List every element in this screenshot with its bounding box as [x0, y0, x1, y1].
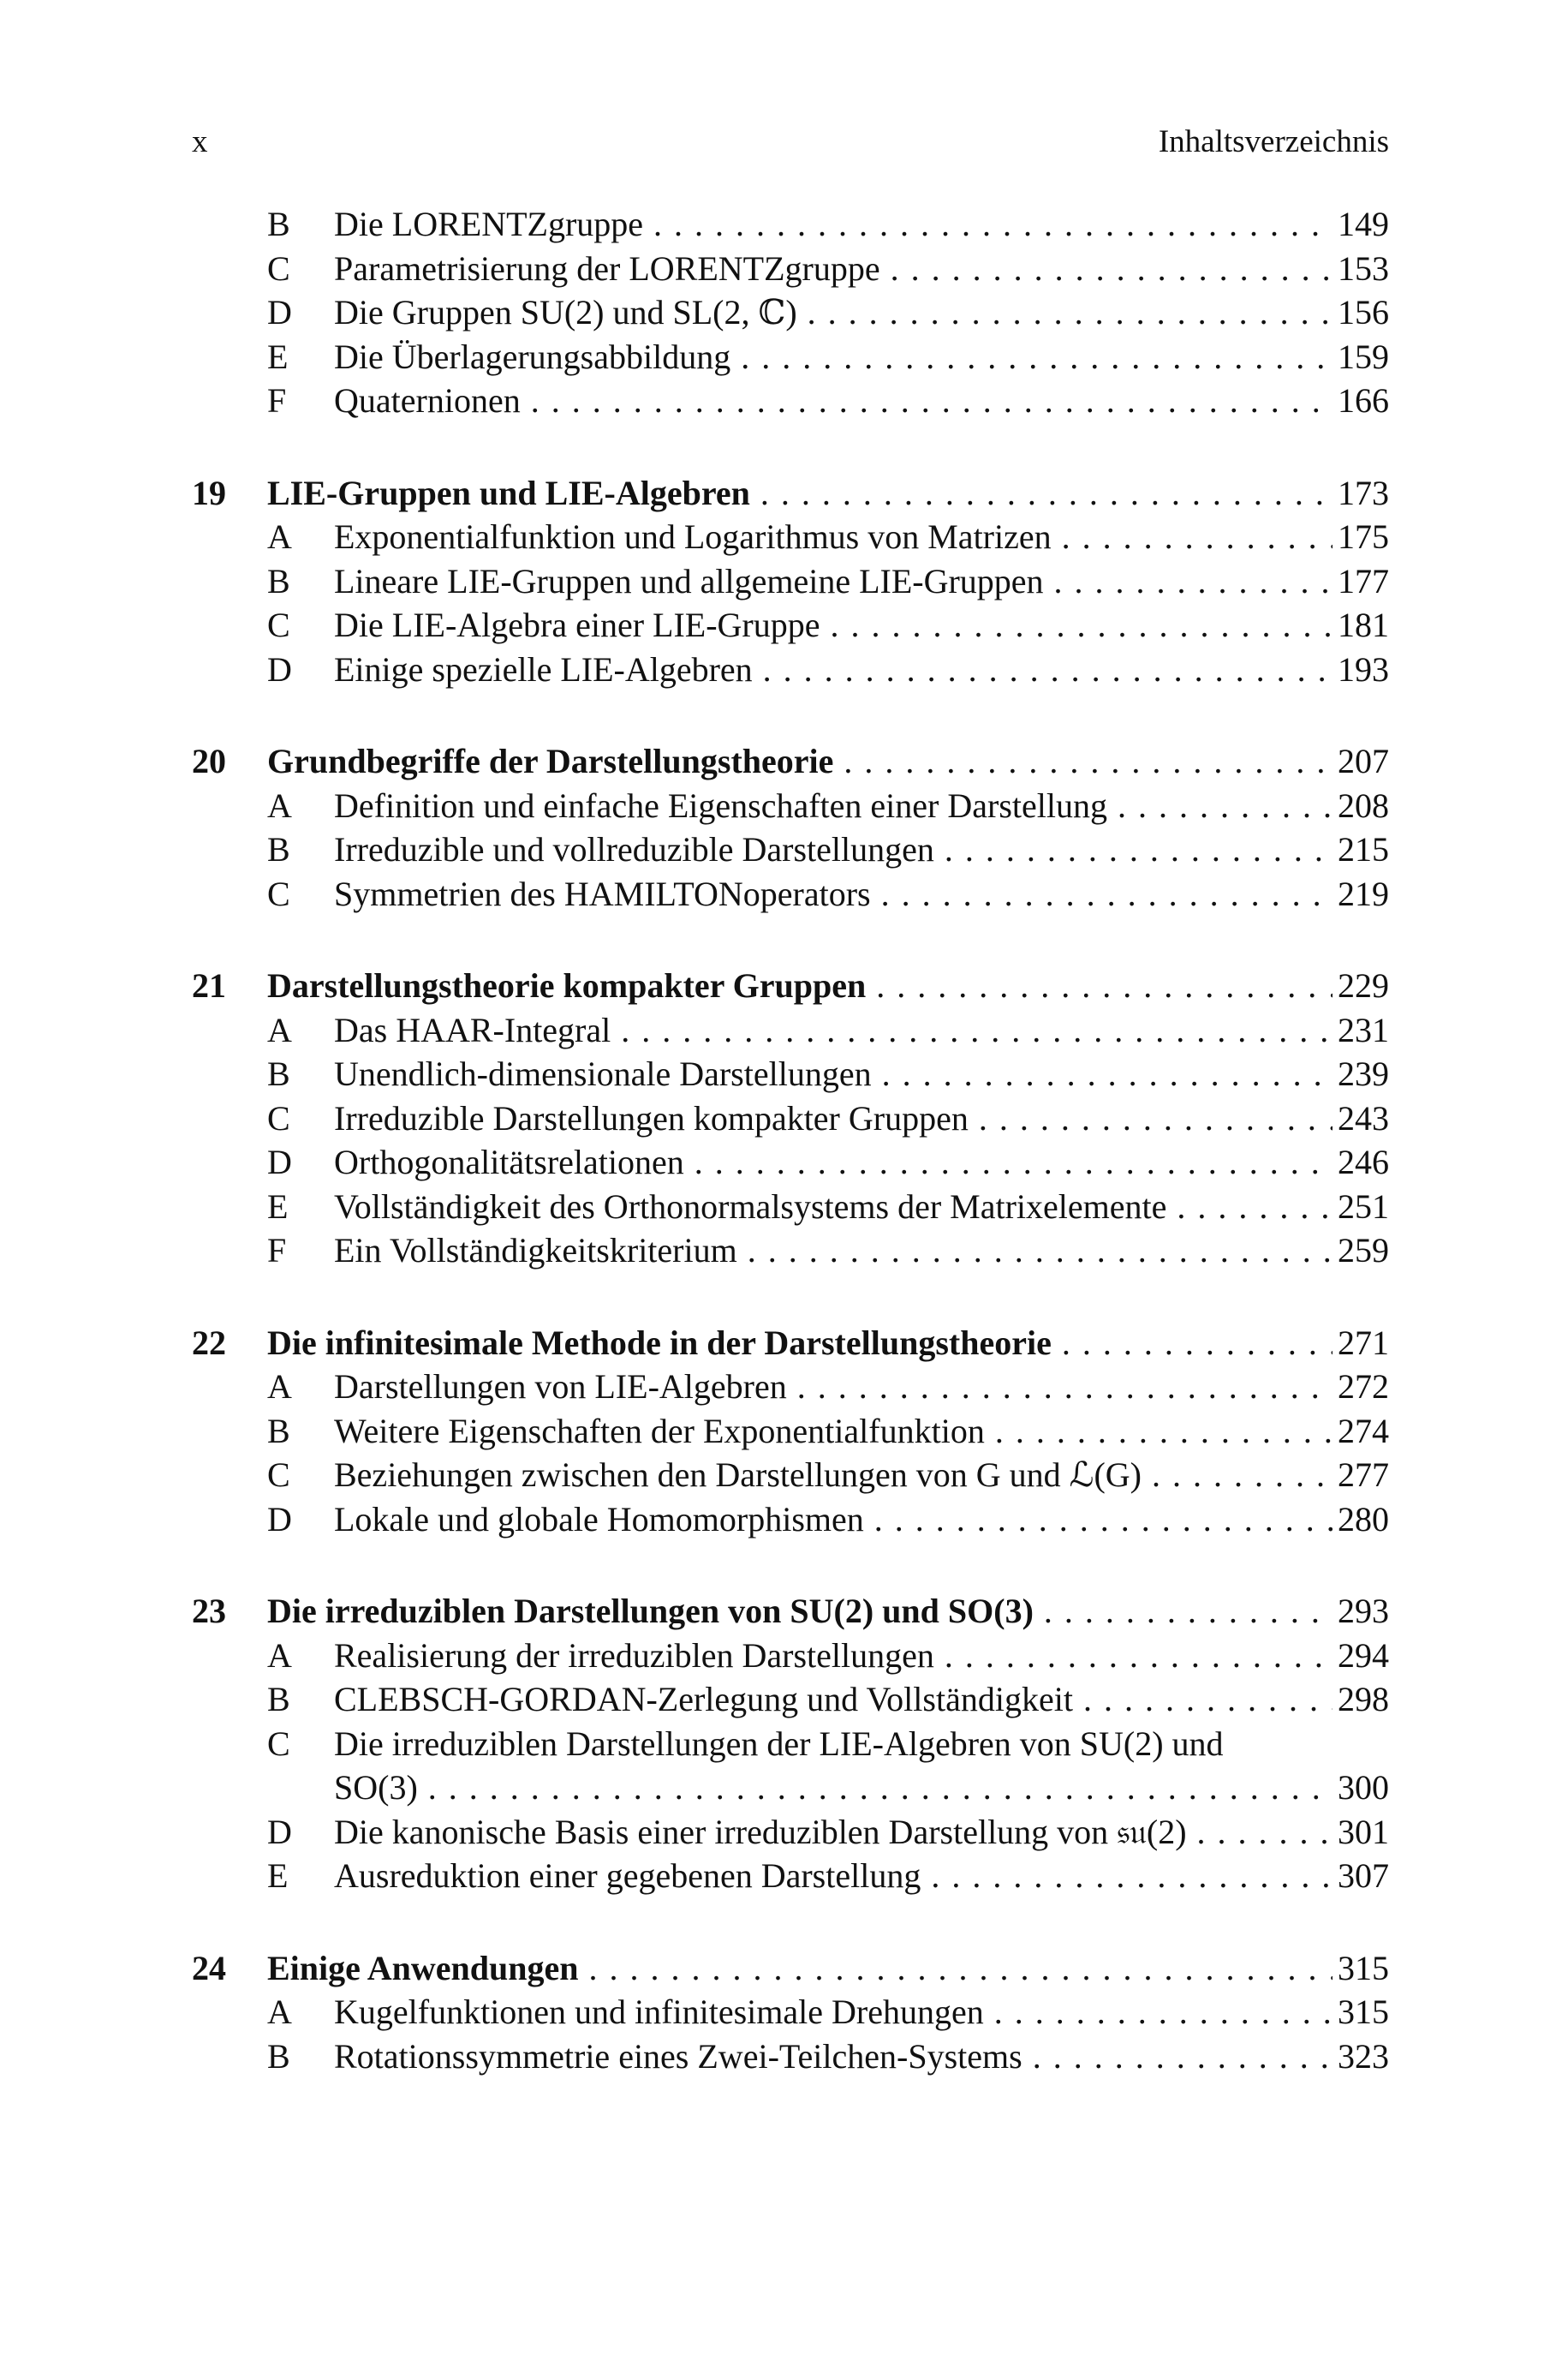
chapter-title: Darstellungstheorie kompakter Gruppen	[267, 966, 867, 1005]
section-title: Parametrisierung der LORENTZgruppe	[334, 248, 880, 288]
section-letter: C	[267, 248, 290, 288]
section-letter: A	[267, 1635, 292, 1675]
chapter-number: 23	[192, 1592, 226, 1630]
section-title: Definition und einfache Eigenschaften einer Darstellung	[334, 786, 1107, 825]
section-title-continued: SO(3)	[334, 1768, 418, 1807]
section-title: Ausreduktion einer gegebenen Darstellung	[334, 1856, 921, 1895]
chapter-title: Die infinitesimale Methode in der Darstellungstheorie	[267, 1323, 1052, 1362]
section-title: Die LORENTZgruppe	[334, 205, 644, 243]
section-title: Die irreduziblen Darstellungen der LIE-Algebren von SU(2) und	[334, 1724, 1224, 1763]
leader-dots	[1033, 2034, 1333, 2079]
section-letter: D	[267, 293, 292, 332]
section-page: 193	[1338, 649, 1389, 689]
chapter-page: 315	[1338, 1948, 1389, 1987]
leader-dots	[797, 1365, 1333, 1409]
section-letter: D	[267, 649, 292, 689]
leader-dots	[1083, 1677, 1333, 1722]
section-title: Rotationssymmetrie eines Zwei-Teilchen-Systems	[334, 2036, 1022, 2076]
toc-chapter	[192, 202, 1389, 423]
chapter-page: 229	[1338, 966, 1389, 1005]
section-letter: B	[267, 830, 290, 869]
section-letter: D	[267, 1499, 292, 1539]
section-page: 149	[1338, 205, 1389, 243]
section-letter: E	[267, 1856, 289, 1895]
section-entry[interactable]	[192, 290, 1389, 335]
section-page: 294	[1338, 1635, 1389, 1675]
chapter-number: 20	[192, 742, 226, 780]
leader-dots	[1054, 559, 1333, 604]
section-title: Symmetrien des HAMILTONoperators	[334, 874, 871, 913]
leader-dots	[1177, 1185, 1333, 1229]
section-title: Lineare LIE-Gruppen und allgemeine LIE-Gruppen	[334, 561, 1044, 600]
section-entry[interactable]	[192, 1990, 1389, 2034]
section-page: 181	[1338, 606, 1389, 644]
chapter-entry[interactable]	[192, 739, 1389, 784]
leader-dots	[808, 290, 1333, 335]
section-letter: B	[267, 1055, 290, 1093]
section-page: 215	[1338, 830, 1389, 869]
toc-chapter	[192, 739, 1389, 916]
section-letter: A	[267, 1367, 292, 1406]
chapter-title: Grundbegriffe der Darstellungstheorie	[267, 742, 834, 780]
section-entry[interactable]	[192, 784, 1389, 828]
section-letter: F	[267, 1231, 287, 1270]
chapter-page: 207	[1338, 742, 1389, 780]
leader-dots	[931, 1854, 1333, 1898]
running-header	[192, 120, 1389, 164]
section-title: Exponentialfunktion und Logarithmus von Matrizen	[334, 517, 1052, 556]
section-entry[interactable]	[192, 247, 1389, 291]
leader-dots	[994, 1990, 1333, 2034]
toc-chapter	[192, 964, 1389, 1273]
chapter-number: 24	[192, 1948, 226, 1987]
chapter-page: 293	[1338, 1592, 1389, 1630]
page-number: x	[192, 124, 208, 159]
leader-dots	[945, 1634, 1333, 1678]
leader-dots	[874, 1497, 1333, 1542]
chapter-title: Einige Anwendungen	[267, 1948, 579, 1987]
section-entry[interactable]	[192, 1810, 1389, 1855]
section-entry[interactable]	[192, 379, 1389, 423]
section-title: Einige spezielle LIE-Algebren	[334, 649, 753, 689]
chapter-title: Die irreduziblen Darstellungen von SU(2) und SO(3)	[267, 1592, 1034, 1630]
section-letter: C	[267, 606, 290, 644]
toc-chapter	[192, 1321, 1389, 1542]
leader-dots	[876, 964, 1333, 1008]
section-page: 323	[1338, 2036, 1389, 2076]
section-page: 243	[1338, 1098, 1389, 1138]
section-letter: A	[267, 786, 292, 825]
section-title: Die Überlagerungsabbildung	[334, 337, 731, 376]
section-entry[interactable]	[192, 1409, 1389, 1454]
section-title: Lokale und globale Homomorphismen	[334, 1499, 864, 1539]
section-letter: B	[267, 561, 290, 600]
section-page: 231	[1338, 1010, 1389, 1049]
leader-dots	[653, 202, 1333, 247]
leader-dots	[760, 471, 1333, 516]
section-page: 153	[1338, 248, 1389, 288]
leader-dots	[741, 335, 1333, 379]
section-entry[interactable]	[192, 828, 1389, 872]
section-title: Die Gruppen SU(2) und SL(2, ℂ)	[334, 293, 797, 332]
leader-dots	[891, 247, 1333, 291]
section-entry[interactable]	[192, 1052, 1389, 1096]
section-entry[interactable]	[192, 1722, 1389, 1766]
section-letter: C	[267, 1724, 290, 1763]
toc-chapter	[192, 471, 1389, 692]
section-title: Darstellungen von LIE-Algebren	[334, 1367, 787, 1406]
leader-dots	[1197, 1810, 1333, 1855]
section-letter: D	[267, 1143, 292, 1181]
section-letter: D	[267, 1812, 292, 1851]
leader-dots	[621, 1008, 1333, 1053]
toc-chapter	[192, 1946, 1389, 2079]
section-title: Irreduzible und vollreduzible Darstellungen	[334, 830, 934, 869]
section-title: CLEBSCH-GORDAN-Zerlegung und Vollständigkeit	[334, 1680, 1073, 1718]
section-title: Realisierung der irreduziblen Darstellungen	[334, 1635, 934, 1675]
section-title: Beziehungen zwischen den Darstellungen von G und ℒ(G)	[334, 1455, 1142, 1494]
chapter-entry[interactable]	[192, 1946, 1389, 1991]
section-letter: F	[267, 381, 287, 420]
section-letter: B	[267, 1411, 290, 1450]
section-entry[interactable]	[192, 1365, 1389, 1409]
leader-dots	[979, 1096, 1333, 1141]
section-page: 208	[1338, 786, 1389, 825]
section-page: 159	[1338, 337, 1389, 376]
section-page: 259	[1338, 1231, 1389, 1270]
chapter-entry[interactable]	[192, 471, 1389, 516]
section-page: 166	[1338, 381, 1389, 420]
section-page: 246	[1338, 1143, 1389, 1181]
section-page: 274	[1338, 1411, 1389, 1450]
leader-dots	[1118, 784, 1333, 828]
leader-dots	[844, 739, 1333, 784]
section-title: Vollständigkeit des Orthonormalsystems der Matrixelemente	[334, 1186, 1167, 1226]
section-letter: C	[267, 1455, 290, 1494]
section-title: Das HAAR-Integral	[334, 1010, 611, 1049]
chapter-entry[interactable]	[192, 1589, 1389, 1634]
section-entry[interactable]	[192, 515, 1389, 559]
section-page: 272	[1338, 1367, 1389, 1406]
section-letter: C	[267, 874, 290, 913]
section-entry[interactable]	[192, 1453, 1389, 1497]
chapter-number: 21	[192, 966, 226, 1005]
section-page: 177	[1338, 561, 1389, 600]
leader-dots	[531, 379, 1333, 423]
section-entry[interactable]	[192, 1854, 1389, 1898]
section-entry[interactable]	[192, 1497, 1389, 1542]
section-page: 280	[1338, 1499, 1389, 1539]
section-letter: A	[267, 1010, 292, 1049]
section-page: 156	[1338, 293, 1389, 332]
leader-dots	[748, 1228, 1333, 1273]
section-letter: B	[267, 2036, 290, 2076]
table-of-contents	[192, 202, 1389, 2126]
section-page: 315	[1338, 1993, 1389, 2031]
section-page: 175	[1338, 517, 1389, 556]
chapter-title: LIE-Gruppen und LIE-Algebren	[267, 473, 750, 512]
section-entry[interactable]	[192, 2034, 1389, 2079]
section-letter: A	[267, 517, 292, 556]
section-title: Ein Vollständigkeitskriterium	[334, 1231, 737, 1270]
section-entry[interactable]	[192, 1008, 1389, 1053]
section-letter: B	[267, 1680, 290, 1718]
section-title: Die LIE-Algebra einer LIE-Gruppe	[334, 606, 820, 644]
leader-dots	[881, 872, 1333, 917]
leader-dots	[882, 1052, 1333, 1096]
leader-dots	[763, 648, 1333, 692]
running-title: Inhaltsverzeichnis	[1158, 124, 1389, 159]
chapter-page: 173	[1338, 473, 1389, 512]
section-page: 251	[1338, 1186, 1389, 1226]
section-letter: B	[267, 205, 290, 243]
section-title: Die kanonische Basis einer irreduziblen Darstellung von 𝔰𝔲(2)	[334, 1812, 1187, 1851]
section-title: Kugelfunktionen und infinitesimale Drehungen	[334, 1993, 984, 2031]
chapter-number: 22	[192, 1323, 226, 1362]
leader-dots	[588, 1946, 1333, 1991]
section-title: Unendlich-dimensionale Darstellungen	[334, 1055, 872, 1093]
leader-dots	[1062, 1321, 1333, 1365]
section-title: Weitere Eigenschaften der Exponentialfunktion	[334, 1411, 985, 1450]
section-entry[interactable]	[192, 559, 1389, 604]
chapter-entry[interactable]	[192, 964, 1389, 1008]
leader-dots	[1044, 1589, 1333, 1634]
section-entry[interactable]	[192, 872, 1389, 917]
section-page: 298	[1338, 1680, 1389, 1718]
leader-dots	[945, 828, 1333, 872]
section-page: 219	[1338, 874, 1389, 913]
section-letter: A	[267, 1993, 292, 2031]
chapter-entry[interactable]	[192, 1321, 1389, 1365]
section-entry[interactable]	[192, 1140, 1389, 1185]
leader-dots	[428, 1766, 1333, 1810]
chapter-page: 271	[1338, 1323, 1389, 1362]
section-title: Quaternionen	[334, 381, 521, 420]
section-entry[interactable]	[192, 335, 1389, 379]
section-page: 301	[1338, 1812, 1389, 1851]
section-title: Irreduzible Darstellungen kompakter Gruppen	[334, 1098, 969, 1138]
chapter-number: 19	[192, 473, 226, 512]
section-entry[interactable]	[192, 1096, 1389, 1141]
leader-dots	[995, 1409, 1333, 1454]
section-page: 277	[1338, 1455, 1389, 1494]
section-page: 307	[1338, 1856, 1389, 1895]
section-page: 300	[1338, 1768, 1389, 1807]
section-entry[interactable]	[192, 1185, 1389, 1229]
leader-dots	[695, 1140, 1333, 1185]
section-entry[interactable]	[192, 1228, 1389, 1273]
section-entry[interactable]	[192, 1677, 1389, 1722]
leader-dots	[1062, 515, 1333, 559]
section-page: 239	[1338, 1055, 1389, 1093]
section-letter: E	[267, 1186, 289, 1226]
section-entry[interactable]	[192, 603, 1389, 648]
section-entry-continued[interactable]	[192, 1766, 1389, 1810]
section-letter: E	[267, 337, 289, 376]
section-entry[interactable]	[192, 1634, 1389, 1678]
toc-chapter	[192, 1589, 1389, 1898]
section-entry[interactable]	[192, 202, 1389, 247]
leader-dots	[1152, 1453, 1333, 1497]
leader-dots	[831, 603, 1333, 648]
section-letter: C	[267, 1098, 290, 1138]
section-title: Orthogonalitätsrelationen	[334, 1143, 684, 1181]
section-entry[interactable]	[192, 648, 1389, 692]
